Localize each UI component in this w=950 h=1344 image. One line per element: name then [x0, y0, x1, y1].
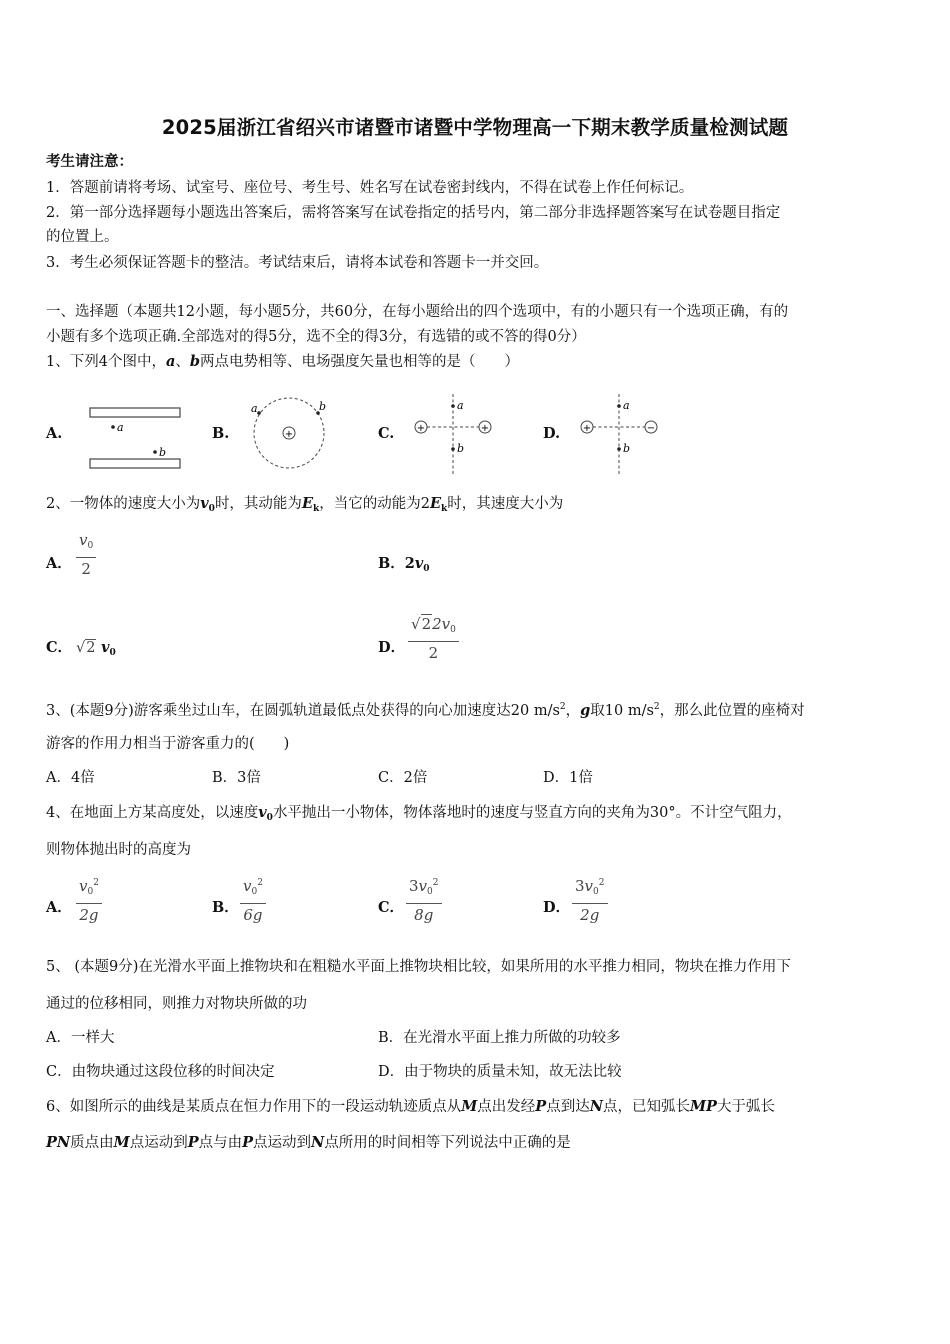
notice-item-2-cont: 的位置上。	[46, 229, 119, 245]
charge-right-sign: −	[646, 423, 656, 434]
point-a	[451, 404, 455, 408]
point-b	[617, 447, 621, 451]
point-b	[153, 450, 157, 454]
q4-option-d-label: D．	[543, 899, 571, 916]
q4-option-c-value: $\frac{3v_0^2}{8g}$	[406, 873, 442, 925]
label-a: a	[251, 402, 258, 415]
q1-option-a-label: A.	[46, 425, 63, 442]
q2-option-a-value: $\frac{v_0}{2}$	[76, 530, 96, 579]
q4-stem-line1: 4、在地面上方某高度处，以速度$v_0$水平抛出一小物体，物体落地时的速度与竖直方向的夹角为30°。不计空气阻力，	[46, 804, 792, 823]
label-b: b	[457, 442, 465, 455]
q4-option-d-value: $\frac{3v_0^2}{2g}$	[572, 873, 608, 925]
section1-line2: 小题有多个选项正确.全部选对的得5分，选不全的得3分，有选错的或不答的得0分）	[46, 329, 586, 345]
point-a	[257, 411, 261, 415]
q4-option-b-value: $\frac{v_0^2}{6g}$	[240, 873, 266, 925]
q1-figure-d	[576, 392, 666, 476]
plate-top	[90, 408, 180, 417]
charge-left-sign: +	[582, 423, 592, 434]
label-a: a	[623, 399, 630, 412]
q2-option-b: B．$2v_0$	[378, 555, 430, 574]
q4-stem-line2: 则物体抛出时的高度为	[46, 842, 191, 858]
q2-option-a-label: A．	[46, 555, 72, 572]
q2-stem: 2、一物体的速度大小为$v_0$时，其动能为$E_k$，当它的动能为$2E_k$时，其速度大小为	[46, 495, 564, 514]
q1-figure-b	[248, 398, 332, 474]
q2-option-c-label: C．	[46, 639, 73, 656]
label-a: a	[117, 421, 124, 434]
charge-plus-sign: +	[284, 429, 294, 440]
q5-stem-line2: 通过的位移相同，则推力对物块所做的功	[46, 996, 307, 1012]
page-title: 2025届浙江省绍兴市诸暨市诸暨中学物理高一下期末教学质量检测试题	[161, 116, 789, 139]
label-b: b	[159, 446, 167, 459]
q2-option-d-value: $\frac{√22v_0}{2}$	[408, 614, 459, 663]
q2-option-d-label: D．	[378, 639, 406, 656]
notice-heading: 考生请注意：	[46, 153, 133, 170]
q3-option-c: C．2倍	[378, 770, 428, 786]
q3-option-b: B．3倍	[212, 770, 261, 786]
q4-option-a-value: $\frac{v_0^2}{2g}$	[76, 873, 102, 925]
notice-item-3: 3．考生必须保证答题卡的整洁。考试结束后，请将本试卷和答题卡一并交回。	[46, 255, 549, 271]
charge-right-sign: +	[480, 423, 490, 434]
q1-option-b-label: B.	[212, 425, 230, 442]
q3-option-d: D．1倍	[543, 770, 593, 786]
q6-stem-line1: 6、如图所示的曲线是某质点在恒力作用下的一段运动轨迹质点从M点出发经P点到达N点，已知弧长MP大于弧长	[46, 1098, 775, 1115]
q5-option-d: D．由于物块的质量未知，故无法比较	[378, 1064, 622, 1080]
point-a	[111, 425, 115, 429]
notice-item-2: 2．第一部分选择题每小题选出答案后，需将答案写在试卷指定的括号内，第二部分非选择题答案写在试卷题目指定	[46, 205, 781, 221]
q5-option-b: B．在光滑水平面上推力所做的功较多	[378, 1030, 621, 1046]
notice-item-1: 1．答题前请将考场、试室号、座位号、考生号、姓名写在试卷密封线内，不得在试卷上作任何标记。	[46, 180, 694, 196]
q5-option-c: C．由物块通过这段位移的时间决定	[46, 1064, 275, 1080]
q6-stem-line2: PN质点由M点运动到P点与由P点运动到N点所用的时间相等下列说法中正确的是	[46, 1134, 571, 1151]
charge-left-sign: +	[416, 423, 426, 434]
point-a	[617, 404, 621, 408]
q3-option-a: A．4倍	[46, 770, 95, 786]
point-b	[451, 447, 455, 451]
q2-option-c-value: √2 $v_0$	[76, 639, 116, 658]
q3-stem-line1: 3、(本题9分)游客乘坐过山车，在圆弧轨道最低点处获得的向心加速度达20 $m/s^2$，g取10 $m/s^2$，那么此位置的座椅对	[46, 702, 805, 719]
label-a: a	[457, 399, 464, 412]
label-b: b	[319, 400, 327, 413]
q1-figure-a	[86, 402, 186, 474]
q4-option-b-label: B．	[212, 899, 239, 916]
q1-option-c-label: C.	[378, 425, 395, 442]
q4-option-a-label: A．	[46, 899, 72, 916]
q5-stem-line1: 5、 (本题9分)在光滑水平面上推物块和在粗糙水平面上推物块相比较，如果所用的水平推力相同，物块在推力作用下	[46, 959, 791, 975]
q3-stem-line2: 游客的作用力相当于游客重力的( )	[46, 736, 290, 752]
q5-option-a: A．一样大	[46, 1030, 115, 1046]
q1-option-d-label: D.	[543, 425, 561, 442]
q1-stem: 1、下列4个图中，a、b两点电势相等、电场强度矢量也相等的是（ ）	[46, 353, 519, 370]
plate-bottom	[90, 459, 180, 468]
section1-line1: 一、选择题（本题共12小题，每小题5分，共60分，在每小题给出的四个选项中，有的小题只有一个选项正确，有的	[46, 304, 789, 320]
q1-figure-c	[410, 392, 500, 476]
q4-option-c-label: C．	[378, 899, 405, 916]
label-b: b	[623, 442, 631, 455]
